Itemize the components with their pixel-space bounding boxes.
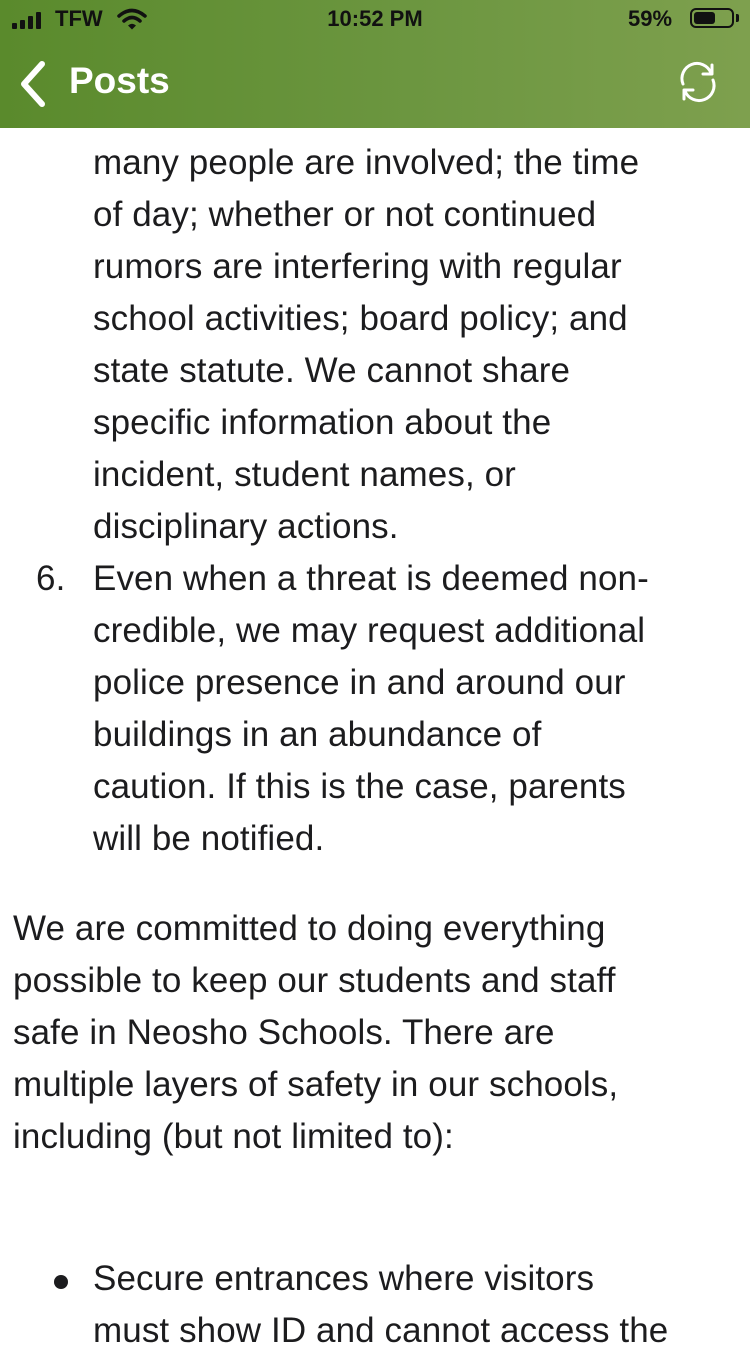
battery-icon [690,8,734,28]
battery-cap [736,14,739,22]
text-line: possible to keep our students and staff [13,961,616,1000]
text-line: incident, student names, or [93,455,516,494]
text-line: specific information about the [93,403,552,442]
text-line: buildings in an abundance of [93,715,542,754]
text-line: rumors are interfering with regular [93,247,622,286]
battery-percent: 59% [628,6,673,31]
list-item-number: 6. [36,559,66,598]
clock: 10:52 PM [327,6,423,31]
text-line: including (but not limited to): [13,1117,454,1156]
text-line: school activities; board policy; and [93,299,628,338]
back-label: Posts [69,60,170,101]
text-line: disciplinary actions. [93,507,399,546]
text-line: state statute. We cannot share [93,351,571,390]
chevron-left-icon [16,60,50,108]
refresh-icon[interactable] [674,58,722,106]
commitment-paragraph [13,903,733,1163]
text-line: We are committed to doing everything [13,909,606,948]
nav-header [0,0,750,128]
battery-fill [694,12,715,24]
text-line: must show ID and cannot access the [93,1311,669,1350]
text-line: credible, we may request additional [93,611,646,650]
list-item-5-text [93,137,733,553]
text-line: multiple layers of safety in our schools, [13,1065,619,1104]
carrier-label: TFW [55,6,103,31]
text-line: of day; whether or not continued [93,195,597,234]
text-line: Even when a threat is deemed non- [93,559,649,598]
bullet-text [93,1253,743,1357]
text-line: Secure entrances where visitors [93,1259,595,1298]
text-line: will be notified. [93,819,325,858]
text-line: police presence in and around our [93,663,626,702]
back-button[interactable] [16,58,186,108]
text-line: caution. If this is the case, parents [93,767,626,806]
status-bar [0,0,750,40]
text-line: many people are involved; the time [93,143,640,182]
list-item-6-text [93,553,733,865]
text-line: safe in Neosho Schools. There are [13,1013,555,1052]
bullet-icon [54,1275,68,1289]
